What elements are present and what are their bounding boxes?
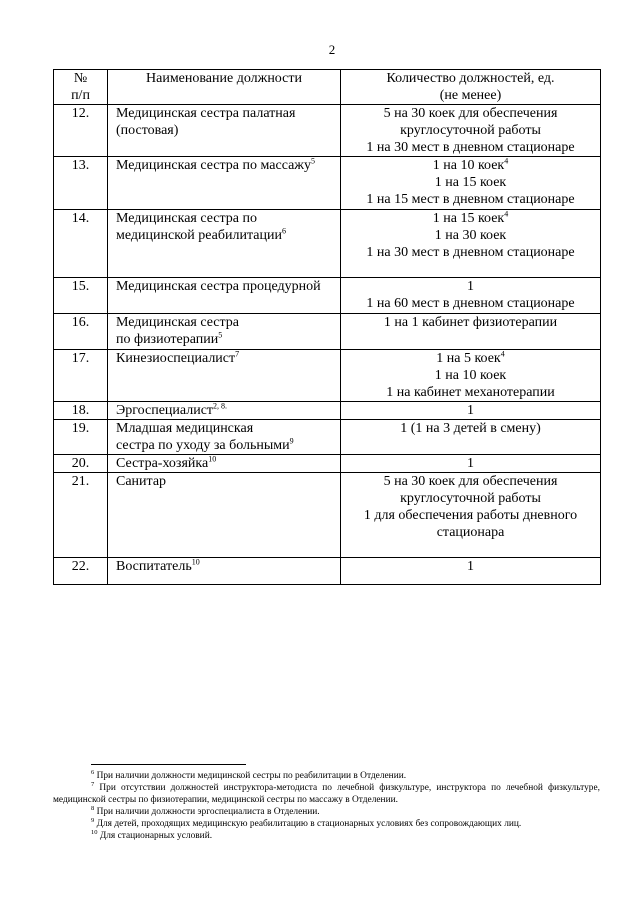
footnote-ref: 4 [504,209,509,219]
footnote-text: При отсутствии должностей инструктора-методиста по лечебной физкультуре, инструктора по лечебной физкультуре, медицинской сестры по физиотерапии, медицинской сестры по массажу в Отделении. [53,783,600,805]
table-row [54,420,601,455]
table-row [54,157,601,210]
position-name: Младшая медицинская сестра по уходу за больными$^9$ [108,420,341,455]
position-name: Медицинская сестра по физиотерапии$^5$ [108,314,341,350]
footnote-ref: 4 [500,349,505,359]
position-quantity: 1 на 15 коек$^4$ 1 на 30 коек 1 на 30 мест в дневном стационаре [341,210,601,278]
footnote-separator [91,764,246,765]
header-quantity: Количество должностей, ед. (не менее) [341,70,601,105]
position-name: Медицинская сестра палатная (постовая) [108,105,341,157]
footnote-ref: 9 [289,436,294,446]
position-name: Сестра-хозяйка$^{10}$ [108,455,341,473]
footnote-ref: 2, 8. [213,401,228,411]
position-name: Медицинская сестра по медицинской реабилитации$^6$ [108,210,341,278]
table-row [54,455,601,473]
footnote-mark: 9 [91,816,95,824]
footnote-text: Для детей, проходящих медицинскую реабилитацию в стационарных условиях без сопровождающих лиц. [96,819,522,829]
footnote-mark: 10 [91,828,98,836]
row-number: 22. [54,558,108,585]
position-name: Медицинская сестра процедурной [108,278,341,314]
position-quantity: 1 1 на 60 мест в дневном стационаре [341,278,601,314]
footnote-ref: 10 [208,454,217,464]
footnote [53,770,600,782]
position-name: Эргоспециалист$^{2, 8.}$ [108,402,341,420]
footnote-ref: 10 [191,557,200,567]
row-number: 16. [54,314,108,350]
footnote-text: Для стационарных условий. [99,831,213,841]
row-number: 19. [54,420,108,455]
footnote-ref: 7 [235,349,240,359]
row-number: 18. [54,402,108,420]
footnote [53,830,600,842]
footnote [53,818,600,830]
footnote-text: При наличии должности медицинской сестры по реабилитации в Отделении. [96,771,407,781]
row-number: 15. [54,278,108,314]
table-row [54,210,601,278]
footnote-mark: 8 [91,804,95,812]
row-number: 17. [54,350,108,402]
position-quantity: 1 [341,402,601,420]
footnote [53,806,600,818]
header-number: № п/п [54,70,108,105]
footnote-ref: 5 [310,156,315,166]
footnotes [53,764,600,842]
table-row [54,314,601,350]
footnote-mark: 7 [91,780,95,788]
position-quantity: 1 [341,455,601,473]
table-row [54,473,601,558]
position-quantity: 5 на 30 коек для обеспечения круглосуточной работы 1 на 30 мест в дневном стационаре [341,105,601,157]
footnote-ref: 5 [218,330,223,340]
footnote-text: При наличии должности эргоспециалиста в Отделении. [96,807,320,817]
position-name: Воспитатель$^{10}$ [108,558,341,585]
table-row [54,402,601,420]
position-quantity: 1 (1 на 3 детей в смену) [341,420,601,455]
header-position-name: Наименование должности [108,70,341,105]
position-quantity: 1 на 1 кабинет физиотерапии [341,314,601,350]
position-name: Медицинская сестра по массажу$^5$ [108,157,341,210]
table-row [54,558,601,585]
position-name: Кинезиоспециалист$^7$ [108,350,341,402]
position-quantity: 1 на 5 коек$^4$ 1 на 10 коек 1 на кабинет механотерапии [341,350,601,402]
row-number: 13. [54,157,108,210]
position-name: Санитар [108,473,341,558]
row-number: 20. [54,455,108,473]
footnote-ref: 4 [504,156,509,166]
staffing-table [53,69,601,585]
position-quantity: 1 на 10 коек$^4$ 1 на 15 коек 1 на 15 мест в дневном стационаре [341,157,601,210]
table-row [54,278,601,314]
table-row [54,105,601,157]
position-quantity: 5 на 30 коек для обеспечения круглосуточной работы 1 для обеспечения работы дневного стационара [341,473,601,558]
page-number: 2 [328,42,336,57]
position-quantity: 1 [341,558,601,585]
table-row [54,350,601,402]
footnote-ref: 6 [281,226,286,236]
row-number: 14. [54,210,108,278]
table-header-row [54,70,601,105]
row-number: 21. [54,473,108,558]
row-number: 12. [54,105,108,157]
footnote-mark: 6 [91,768,95,776]
footnote [53,782,600,806]
